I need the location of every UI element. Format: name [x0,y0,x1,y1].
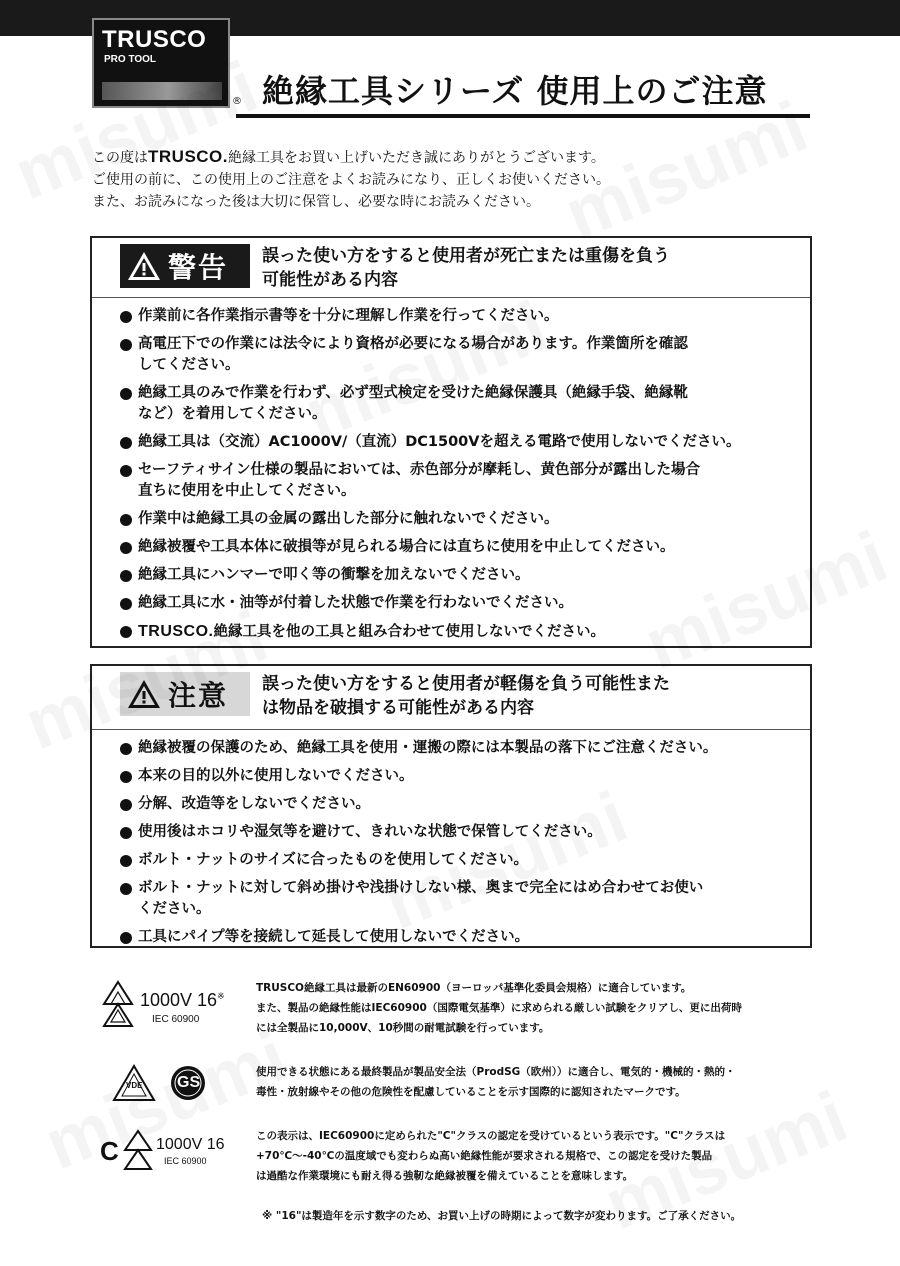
item-line: 作業前に各作業指示書等を十分に理解し作業を行ってください。 [138,308,559,324]
list-item [120,383,800,425]
logo-stripe [102,82,222,100]
item-line: 絶縁被覆や工具本体に破損等が見られる場合には直ちに使用を中止してください。 [138,539,675,555]
cert-line: TRUSCO絶縁工具は最新のEN60900（ヨーロッパ基準化委員会規格）に適合しています。 [256,982,692,994]
cert-3-description [256,1126,812,1186]
list-item [120,306,800,327]
gs-mark-text: GS [177,1074,201,1091]
c-class-letter: C [100,1136,119,1166]
caution-box [90,664,812,948]
item-line: 絶縁工具は（交流）AC1000V/（直流）DC1500Vを超える電路で使用しないでください。 [138,434,741,450]
registered-mark: ® [232,96,242,107]
footnote: ※ "16"は製造年を示す数字のため、お買い上げの時期によって数字が変わります。ご了承ください。 [262,1210,742,1222]
item-line: 分解、改造等をしないでください。 [138,796,370,812]
caution-triangle-icon [126,678,162,710]
item-line: セーフティサイン仕様の製品においては、赤色部分が摩耗し、黄色部分が露出した場合 [138,462,701,478]
caution-heading [262,672,670,720]
warning-box [90,236,812,648]
page-title: 絶縁工具シリーズ 使用上のご注意 [262,72,768,110]
cert-1-description [256,978,812,1038]
intro-line-1-post: 絶縁工具をお買い上げいただき誠にありがとうございます。 [228,150,605,166]
list-item [120,432,800,453]
list-item [120,927,800,948]
intro-brand: TRUSCO. [148,147,228,166]
item-line: 本来の目的以外に使用しないでください。 [138,768,414,784]
item-line: 工具にパイプ等を接続して延長して使用しないでください。 [138,929,530,945]
list-item [120,593,800,614]
cert-vde-gs [100,1062,810,1112]
warning-header [92,238,810,298]
item-line: 絶縁工具にハンマーで叩く等の衝撃を加えないでください。 [138,567,530,583]
cert-iec-60900 [100,978,810,1044]
trusco-logo [92,18,230,108]
caution-badge [120,672,250,716]
cert-1-mark-sup: ※ [217,991,225,1001]
intro-line-2: ご使用の前に、この使用上のご注意をよくお読みになり、正しくお使いください。 [92,172,610,188]
cert-line: 使用できる状態にある最終製品が製品安全法（ProdSG（欧州））に適合し、電気的・機械的・熱的・ [256,1066,736,1078]
item-line: 直ちに使用を中止してください。 [138,483,356,499]
cert-3-standard: IEC 60900 [164,1156,207,1166]
cert-1-mark-main: 1000V 16 [140,990,218,1010]
item-line: ボルト・ナットのサイズに合ったものを使用してください。 [138,852,529,868]
vde-mark-text: VDE [126,1081,143,1090]
cert-line: +70℃～-40℃の温度域でも変わらぬ高い絶縁性能が要求される規格で、この認定を受けた製品 [256,1150,713,1162]
item-line: 高電圧下での作業には法令により資格が必要になる場合があります。作業箇所を確認 [138,336,688,352]
warning-heading-line-2: 可能性がある内容 [262,270,398,290]
item-line: 使用後はホコリや湿気等を避けて、きれいな状態で保管してください。 [138,824,602,840]
list-item [120,460,800,502]
intro-text [92,146,812,213]
list-item [120,738,800,759]
caution-header [92,666,810,730]
intro-line-1-pre: この度は [92,150,148,166]
item-line: 絶縁被覆の保護のため、絶縁工具を使用・運搬の際には本製品の落下にご注意ください。 [138,740,718,756]
cert-line: この表示は、IEC60900に定められた"C"クラスの認定を受けているという表示です。"C"クラスは [256,1130,726,1142]
list-item [120,565,800,586]
warning-label: 警告 [168,251,229,284]
logo-subtitle: PRO TOOL [104,54,157,65]
item-line: ボルト・ナットに対して斜め掛けや浅掛けしない様、奥まで完全にはめ合わせてお使い [138,880,704,896]
warning-list [92,298,810,643]
list-item [120,822,800,843]
list-item [120,794,800,815]
item-line: ください。 [138,901,211,917]
list-item [120,509,800,530]
warning-badge [120,244,250,288]
item-text: 絶縁工具を他の工具と組み合わせて使用しないでください。 [213,624,605,640]
logo-name: TRUSCO [102,26,207,53]
cert-line: には全製品に10,000V、10秒間の耐電試験を行っています。 [256,1022,550,1034]
item-brand: TRUSCO. [138,623,214,640]
cert-1-standard: IEC 60900 [152,1014,200,1025]
caution-label: 注意 [168,679,229,712]
warning-heading [262,244,670,292]
list-item [120,766,800,787]
list-item [120,334,800,376]
cert-1-mark [140,990,225,1011]
caution-list [92,730,810,948]
cert-line: は過酷な作業環境にも耐え得る強靭な絶縁被覆を備えていることを意味します。 [256,1170,634,1182]
cert-c-class [100,1126,810,1192]
cert-line: 毒性・放射線やその他の危険性を配慮していることを示す国際的に認知されたマークです。 [256,1086,686,1098]
warning-triangle-icon [126,250,162,282]
list-item [120,537,800,558]
intro-line-3: また、お読みになった後は大切に保管し、必要な時にお読みください。 [92,194,540,210]
double-triangle-icon [100,978,250,1038]
cert-3-mark: 1000V 16 [156,1136,225,1153]
item-line: など）を着用してください。 [138,406,327,422]
caution-heading-line-1: 誤った使い方をすると使用者が軽傷を負う可能性また [262,674,670,694]
title-rule [236,114,810,118]
cert-2-description [256,1062,812,1102]
list-item [120,621,800,643]
caution-heading-line-2: は物品を破損する可能性がある内容 [262,698,534,718]
vde-gs-mark-icon [100,1062,210,1110]
item-line: 作業中は絶縁工具の金属の露出した部分に触れないでください。 [138,511,559,527]
item-line: 絶縁工具のみで作業を行わず、必ず型式検定を受けた絶縁保護具（絶縁手袋、絶縁靴 [138,385,688,401]
item-line: してください。 [138,357,240,373]
item-line [138,621,800,643]
list-item [120,878,800,920]
cert-line: また、製品の絶縁性能はIEC60900（国際電気基準）に求められる厳しい試験をクリアし、更に出荷時 [256,1002,742,1014]
list-item [120,850,800,871]
warning-heading-line-1: 誤った使い方をすると使用者が死亡または重傷を負う [262,246,670,266]
intro-line-1 [92,146,812,169]
item-line: 絶縁工具に水・油等が付着した状態で作業を行わないでください。 [138,595,573,611]
